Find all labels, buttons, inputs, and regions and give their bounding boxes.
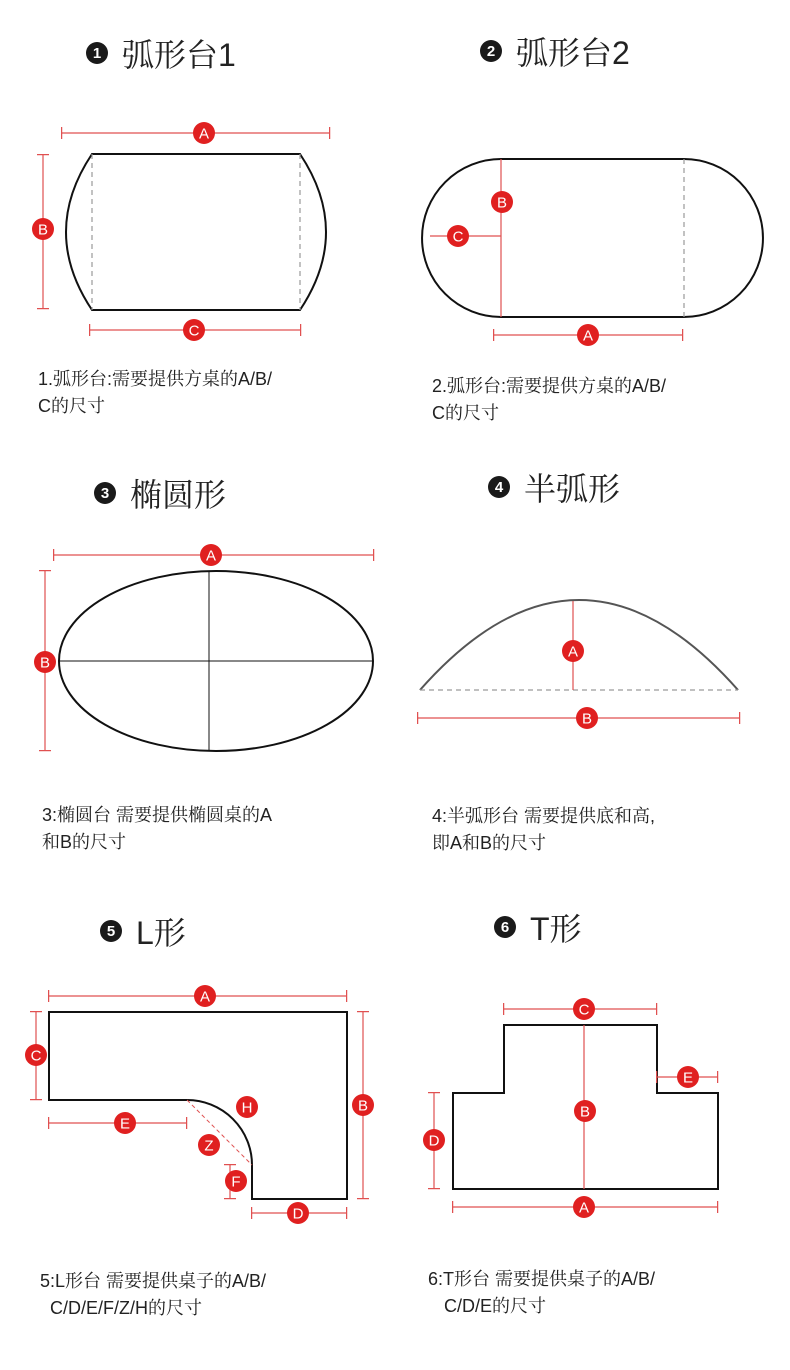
svg-text:D: D bbox=[428, 1132, 440, 1150]
svg-text:C: C bbox=[30, 1047, 42, 1065]
dimension-b bbox=[574, 1100, 596, 1122]
svg-text:A: A bbox=[567, 643, 579, 661]
svg-text:A: A bbox=[205, 547, 217, 565]
svg-text:D: D bbox=[292, 1205, 304, 1223]
svg-text:C: C bbox=[452, 228, 464, 246]
description-line: C的尺寸 bbox=[38, 396, 105, 416]
dimension-a bbox=[562, 640, 584, 662]
dimension-d bbox=[252, 1202, 347, 1224]
title-text: 半弧形 bbox=[524, 471, 621, 507]
svg-text:H: H bbox=[241, 1099, 253, 1117]
svg-text:A: A bbox=[578, 1199, 590, 1217]
title-text: 弧形台2 bbox=[516, 35, 630, 71]
svg-text:C: C bbox=[578, 1001, 590, 1019]
svg-text:B: B bbox=[581, 710, 593, 728]
svg-text:A: A bbox=[582, 327, 594, 345]
svg-text:F: F bbox=[231, 1173, 241, 1191]
dimension-e bbox=[49, 1112, 187, 1134]
dimension-c bbox=[504, 998, 657, 1020]
dimension-d bbox=[423, 1093, 445, 1189]
number-badge: 2 bbox=[480, 40, 502, 62]
svg-text:Z: Z bbox=[204, 1137, 214, 1155]
dimension-b bbox=[352, 1012, 374, 1199]
shape-arc-table-1 bbox=[66, 154, 326, 310]
svg-text:C: C bbox=[188, 322, 200, 340]
dimension-b bbox=[32, 155, 54, 309]
shape-stadium-table bbox=[422, 159, 763, 317]
svg-text:A: A bbox=[199, 988, 211, 1006]
dimension-f bbox=[225, 1165, 247, 1199]
svg-text:E: E bbox=[682, 1069, 694, 1087]
svg-text:A: A bbox=[198, 125, 210, 143]
dimension-a bbox=[54, 544, 374, 566]
number-badge: 4 bbox=[488, 476, 510, 498]
svg-text:B: B bbox=[39, 654, 51, 672]
number-badge: 3 bbox=[94, 482, 116, 504]
description-line: 1.弧形台:需要提供方桌的A/B/ bbox=[38, 369, 273, 389]
number-badge: 5 bbox=[100, 920, 122, 942]
svg-text:B: B bbox=[496, 194, 508, 212]
dimension-a bbox=[453, 1196, 718, 1218]
title-text: 弧形台1 bbox=[122, 37, 236, 73]
dimension-z bbox=[198, 1134, 220, 1156]
description-line: 3:椭圆台 需要提供椭圆桌的A bbox=[42, 805, 273, 825]
dimension-a bbox=[494, 324, 683, 346]
description-line: C的尺寸 bbox=[432, 403, 499, 423]
dimension-c bbox=[25, 1012, 47, 1100]
description-line: 2.弧形台:需要提供方桌的A/B/ bbox=[432, 376, 667, 396]
shape-ellipse-table bbox=[59, 571, 373, 751]
title-text: 椭圆形 bbox=[130, 477, 227, 513]
title-text: L形 bbox=[136, 915, 186, 951]
dimension-e bbox=[657, 1066, 718, 1088]
number-badge: 1 bbox=[86, 42, 108, 64]
dimension-b bbox=[418, 707, 740, 729]
svg-text:E: E bbox=[119, 1115, 131, 1133]
description-line: 即A和B的尺寸 bbox=[432, 833, 547, 853]
description-line: C/D/E/F/Z/H的尺寸 bbox=[50, 1298, 202, 1318]
title-text: T形 bbox=[530, 911, 582, 947]
description-line: 4:半弧形台 需要提供底和高, bbox=[432, 806, 656, 826]
dimension-c bbox=[447, 225, 469, 247]
description-line: C/D/E的尺寸 bbox=[444, 1296, 547, 1316]
dimension-c bbox=[90, 319, 301, 341]
description-line: 5:L形台 需要提供桌子的A/B/ bbox=[40, 1271, 267, 1291]
number-badge: 6 bbox=[494, 916, 516, 938]
description-line: 6:T形台 需要提供桌子的A/B/ bbox=[428, 1269, 656, 1289]
svg-text:B: B bbox=[579, 1103, 591, 1121]
svg-text:B: B bbox=[37, 221, 49, 239]
dimension-b bbox=[34, 571, 56, 751]
dimension-a bbox=[62, 122, 330, 144]
svg-text:B: B bbox=[357, 1097, 369, 1115]
dimension-a bbox=[49, 985, 347, 1007]
dimension-b bbox=[491, 191, 513, 213]
shape-l-table bbox=[49, 1012, 347, 1199]
description-line: 和B的尺寸 bbox=[42, 832, 127, 852]
dimension-h bbox=[236, 1096, 258, 1118]
